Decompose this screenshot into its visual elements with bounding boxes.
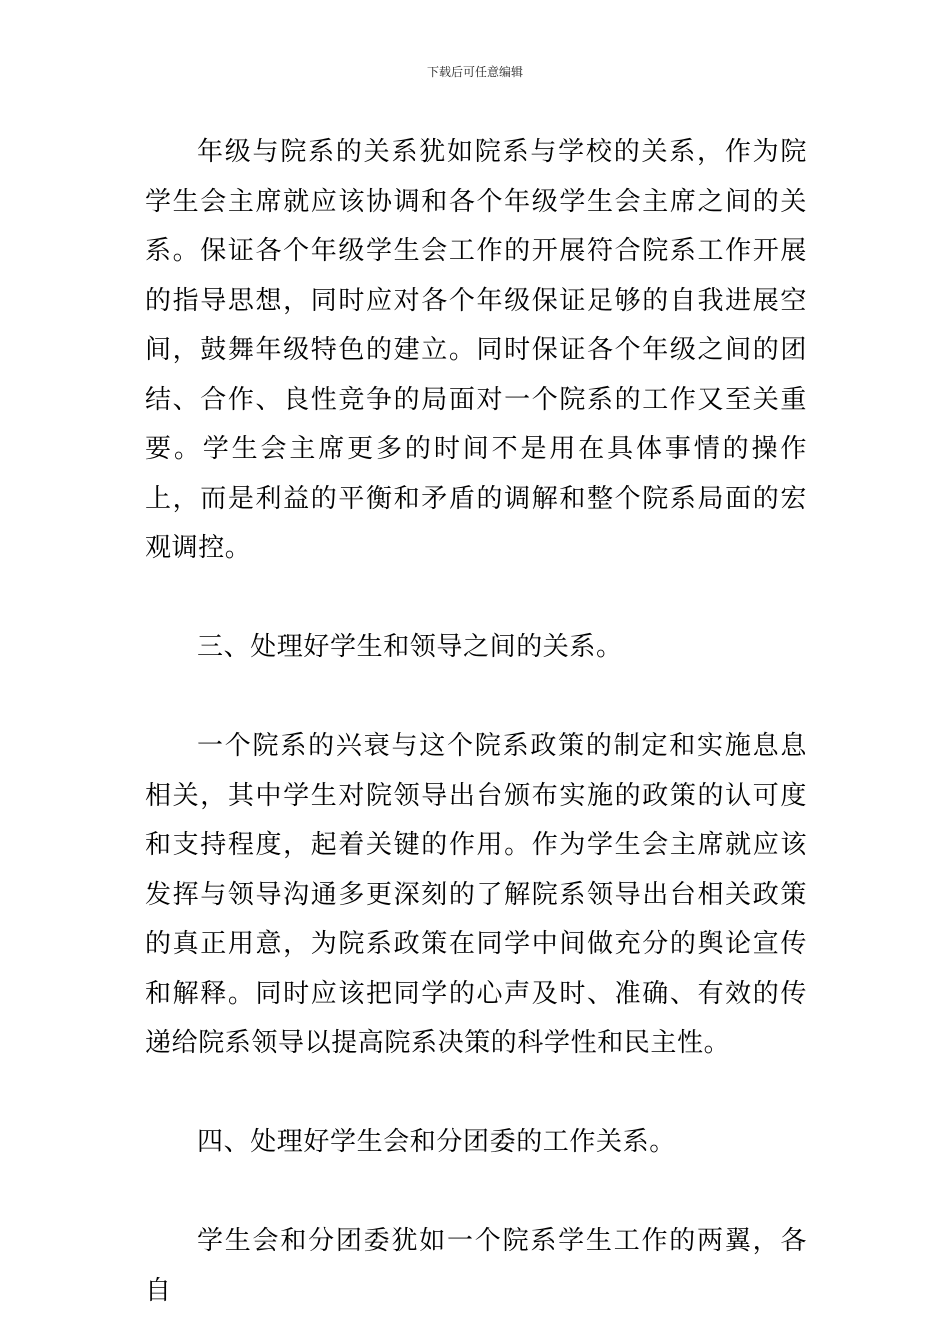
- paragraph-student-leadership: 一个院系的兴衰与这个院系政策的制定和实施息息相关，其中学生对院领导出台颁布实施的政策的认可度和支持程度，起着关键的作用。作为学生会主席就应该发挥与领导沟通多更深刻的了解院系领导出台相关政策的真正用意，为院系政策在同学中间做充分的舆论宣传和解释。同时应该把同学的心声及时、准确、有效的传递给院系领导以提高院系决策的科学性和民主性。: [145, 731, 807, 1058]
- paragraph-spacer: [145, 1168, 807, 1218]
- paragraph-spacer: [145, 1069, 807, 1119]
- page-header: 下载后可任意编辑: [426, 65, 523, 79]
- document-body: [145, 128, 807, 1316]
- section-heading-3: 三、处理好学生和领导之间的关系。: [197, 632, 623, 662]
- paragraph-spacer: [145, 673, 807, 723]
- paragraph-spacer: [145, 574, 807, 624]
- section-heading-4: 四、处理好学生会和分团委的工作关系。: [197, 1127, 676, 1157]
- paragraph-grade-relations: 年级与院系的关系犹如院系与学校的关系，作为院学生会主席就应该协调和各个年级学生会主席之间的关系。保证各个年级学生会工作的开展符合院系工作开展的指导思想，同时应对各个年级保证足够的自我进展空间，鼓舞年级特色的建立。同时保证各个年级之间的团结、合作、良性竞争的局面对一个院系的工作又至关重要。学生会主席更多的时间不是用在具体事情的操作上，而是利益的平衡和矛盾的调解和整个院系局面的宏观调控。: [145, 137, 807, 563]
- paragraph-union-league: 学生会和分团委犹如一个院系学生工作的两翼，各自: [145, 1226, 807, 1306]
